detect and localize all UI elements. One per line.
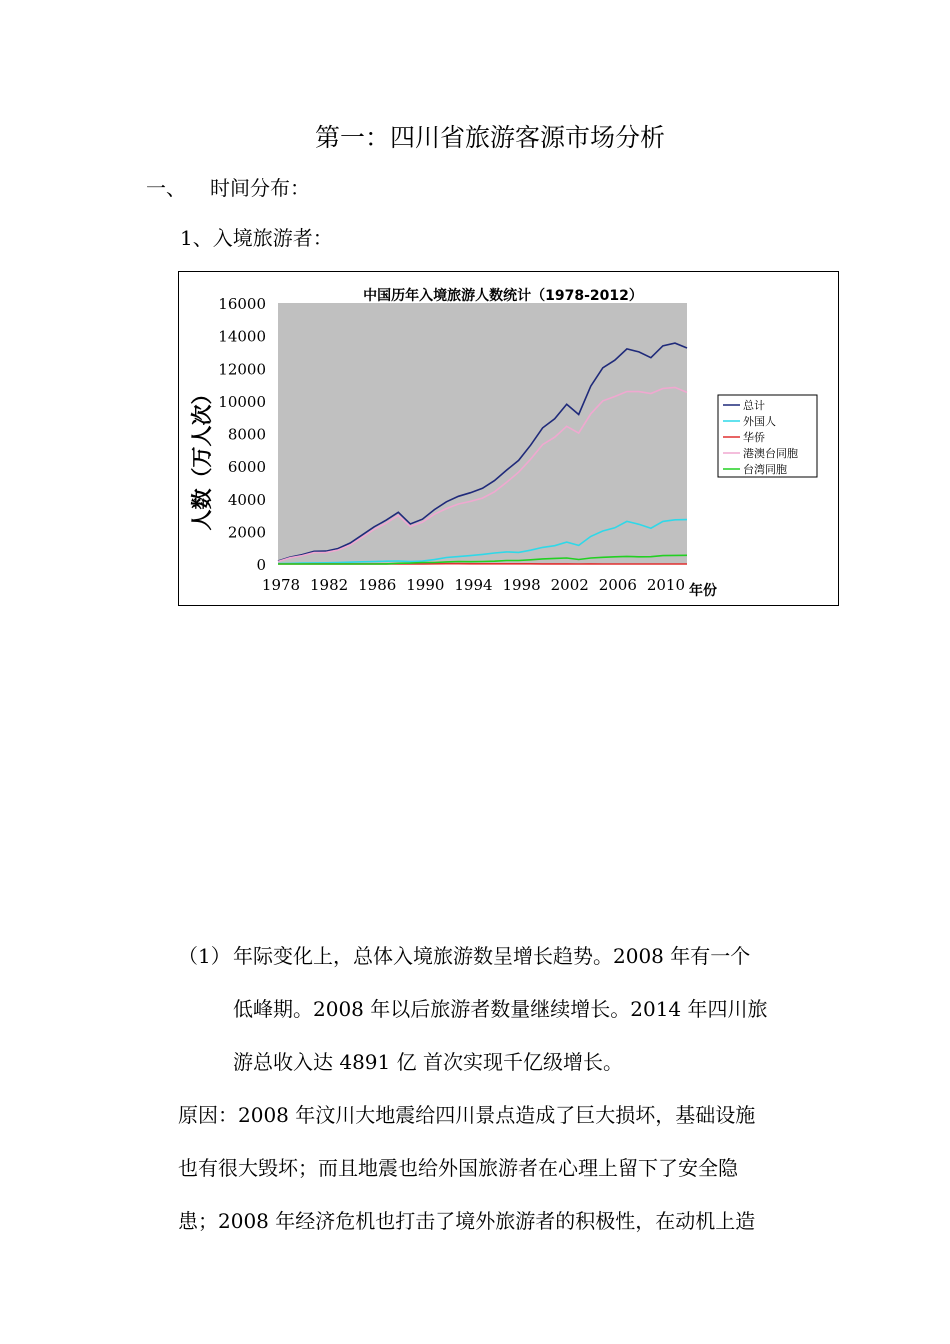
- x-axis-label: 年份: [689, 583, 717, 599]
- legend-label: 总计: [743, 399, 765, 412]
- chart-figure: [178, 271, 839, 606]
- x-tick-label: 1978: [261, 576, 301, 594]
- x-tick-label: 2002: [550, 576, 589, 594]
- legend-label: 港澳台同胞: [743, 447, 798, 460]
- section-heading: 时间分布：: [210, 176, 310, 200]
- paragraph-1-line: 低峰期。2008 年以后旅游者数量继续增长。2014 年四川旅: [233, 997, 768, 1021]
- paragraph-2-line: 患；2008 年经济危机也打击了境外旅游者的积极性，在动机上造: [178, 1209, 756, 1233]
- paragraph-1-number: （1）: [178, 944, 231, 968]
- y-tick-label: 4000: [227, 490, 266, 509]
- paragraph-2-line: 原因：2008 年汶川大地震给四川景点造成了巨大损坏，基础设施: [178, 1103, 756, 1127]
- legend-label: 外国人: [743, 415, 776, 428]
- x-tick-label: 2006: [598, 576, 637, 594]
- x-tick-label: 1998: [502, 576, 541, 594]
- section-number: 一、: [146, 176, 186, 200]
- plot-area: [278, 303, 687, 564]
- chart-title: 中国历年入境旅游人数统计（1978-2012）: [363, 288, 643, 304]
- page-title: 第一：四川省旅游客源市场分析: [314, 123, 665, 152]
- y-tick-label: 10000: [218, 392, 266, 411]
- x-tick-label: 1982: [310, 576, 349, 594]
- legend-label: 台湾同胞: [743, 463, 787, 476]
- y-tick-label: 16000: [218, 295, 266, 313]
- subsection-heading: 1、入境旅游者：: [180, 226, 333, 250]
- y-tick-label: 0: [256, 556, 266, 574]
- paragraph-2-line: 也有很大毁坏；而且地震也给外国旅游者在心理上留下了安全隐: [178, 1156, 738, 1180]
- paragraph-1-line: 年际变化上，总体入境旅游数呈增长趋势。2008 年有一个: [233, 944, 751, 968]
- y-tick-label: 8000: [227, 425, 266, 444]
- y-tick-label: 14000: [218, 327, 266, 346]
- line-chart: [179, 272, 840, 607]
- x-tick-label: 2010: [646, 576, 686, 594]
- y-tick-label: 6000: [227, 458, 266, 477]
- legend-label: 华侨: [743, 431, 765, 444]
- x-tick-label: 1990: [406, 576, 445, 594]
- y-tick-label: 12000: [218, 360, 266, 379]
- x-tick-label: 1994: [454, 576, 493, 594]
- y-tick-label: 2000: [227, 523, 266, 542]
- paragraph-1-line: 游总收入达 4891 亿 首次实现千亿级增长。: [233, 1050, 623, 1074]
- y-axis-label: 人数（万人次）: [190, 383, 214, 531]
- x-tick-label: 1986: [358, 576, 397, 594]
